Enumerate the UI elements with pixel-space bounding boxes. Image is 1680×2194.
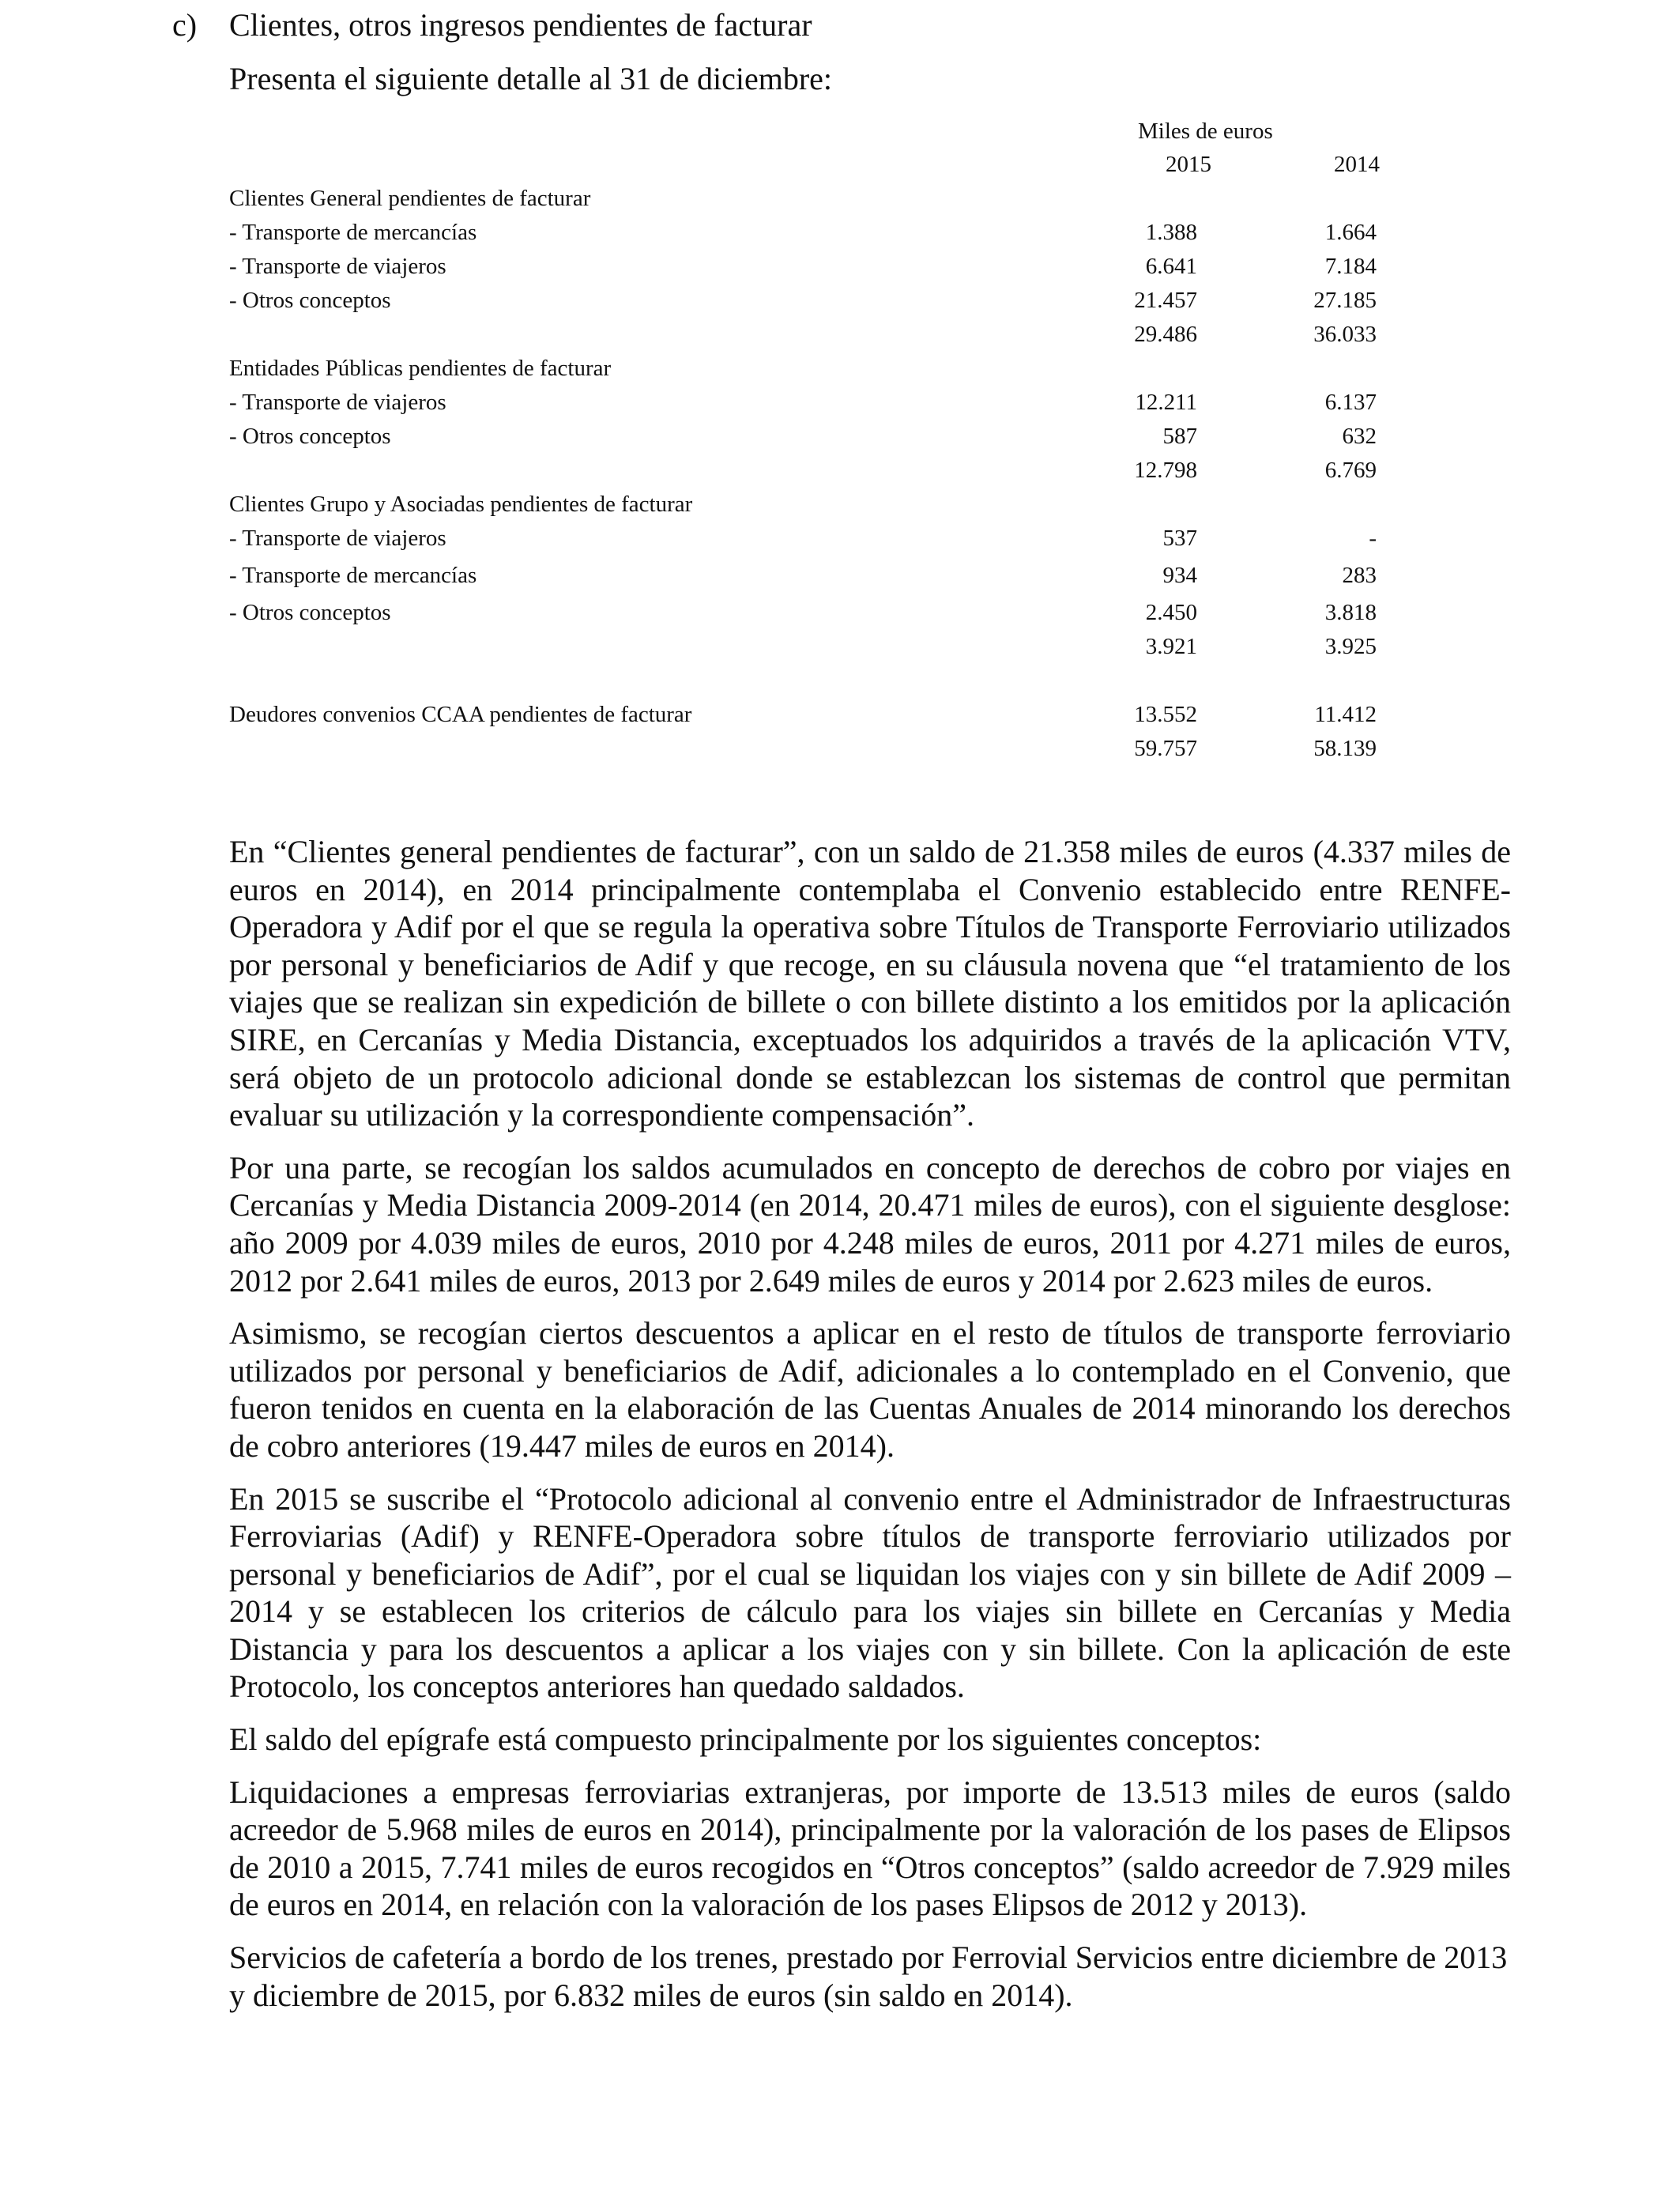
paragraph: Asimismo, se recogían ciertos descuentos a aplicar en el resto de títulos de transporte ferroviario utilizados por personal y beneficiarios de Adif, adicionales a lo contemplado en el Convenio, que fueron tenidos en cuenta en la elaboración de las Cuentas Anuales de 2014 minorando los derechos de cobro anteriores (19.447 miles de euros en 2014). [229, 1315, 1511, 1464]
value-2014: 3.818 [1324, 600, 1377, 625]
value-2015: 934 [1162, 563, 1197, 588]
value-2015: 21.457 [1134, 288, 1197, 313]
paragraph: Por una parte, se recogían los saldos acumulados en concepto de derechos de cobro por viajes en Cercanías y Media Distancia 2009-2014 (en 2014, 20.471 miles de euros), con el siguiente desglose: año 2009 por 4.039 miles de euros, 2010 por 4.248 miles de euros, 2011 por 4.271 miles de euros, 2012 por 2.641 miles de euros, 2013 por 2.649 miles de euros y 2014 por 2.623 miles de euros. [229, 1149, 1511, 1299]
table-row [229, 285, 1391, 316]
subtotal-2015: 3.921 [1145, 634, 1197, 659]
row-label: - Otros conceptos [229, 288, 391, 313]
table-row [229, 420, 1391, 452]
value-2015: 6.641 [1145, 254, 1197, 279]
value-2014: 7.184 [1324, 254, 1377, 279]
section-title: Clientes, otros ingresos pendientes de facturar [229, 7, 812, 43]
value-2014: 6.137 [1324, 390, 1377, 415]
subtotal-row [229, 454, 1391, 486]
table-row [229, 217, 1391, 248]
value-2014: - [1369, 526, 1377, 551]
row-label: - Transporte de viajeros [229, 390, 446, 415]
row-label: - Transporte de viajeros [229, 526, 446, 551]
total-2015: 59.757 [1134, 736, 1197, 761]
section-title: Entidades Públicas pendientes de facturar [229, 356, 612, 381]
subtotal-2014: 3.925 [1324, 634, 1377, 659]
table-year-row [229, 149, 1391, 180]
subtotal-2014: 6.769 [1324, 458, 1377, 483]
total-row [229, 733, 1391, 764]
table-row [229, 597, 1391, 628]
body-text [229, 833, 1511, 2029]
table-unit-row [229, 115, 1391, 147]
value-2015: 1.388 [1145, 220, 1197, 245]
subtotal-2015: 29.486 [1134, 322, 1197, 347]
subtotal-row [229, 631, 1391, 662]
value-2015: 537 [1162, 526, 1197, 551]
section-label: c) [172, 7, 198, 43]
paragraph: Servicios de cafetería a bordo de los trenes, prestado por Ferrovial Servicios entre diciembre de 2013 y diciembre de 2015, por 6.832 miles de euros (sin saldo en 2014). [229, 1940, 1508, 2013]
value-2015: 587 [1162, 424, 1197, 449]
subtotal-row [229, 319, 1391, 350]
total-2014: 58.139 [1313, 736, 1377, 761]
paragraph: Liquidaciones a empresas ferroviarias extranjeras, por importe de 13.513 miles de euros (saldo acreedor de 5.968 miles de euros en 2014), principalmente por la valoración de los pases de Elipsos de 2010 a 2015, 7.741 miles de euros recogidos en “Otros conceptos” (saldo acreedor de 7.929 miles de euros en 2014, en relación con la valoración de los pases Elipsos de 2012 y 2013). [229, 1774, 1511, 1923]
table-row [229, 522, 1391, 554]
value-2014: 27.185 [1313, 288, 1377, 313]
table-row [229, 560, 1391, 591]
year-2015-header: 2015 [1166, 152, 1211, 177]
value-2014: 11.412 [1314, 702, 1377, 727]
value-2015: 2.450 [1145, 600, 1197, 625]
intro-text: Presenta el siguiente detalle al 31 de diciembre: [229, 61, 833, 96]
section-heading [172, 5, 812, 46]
row-label: - Otros conceptos [229, 424, 391, 449]
table-row [229, 386, 1391, 418]
row-label: - Transporte de mercancías [229, 563, 477, 588]
section-title-row [229, 183, 1391, 214]
unit-label: Miles de euros [1138, 119, 1273, 144]
section-title-row [229, 488, 1391, 520]
paragraph: El saldo del epígrafe está compuesto principalmente por los siguientes conceptos: [229, 1721, 1262, 1758]
paragraph: En 2015 se suscribe el “Protocolo adicional al convenio entre el Administrador de Infraestructuras Ferroviarias (Adif) y RENFE-Operadora sobre títulos de transporte ferroviario utilizados por personal y beneficiarios de Adif”, por el cual se liquidan los viajes con y sin billete de Adif 2009 – 2014 y se establecen los criterios de cálculo para los viajes sin billete en Cercanías y Media Distancia y para los descuentos a aplicar a los viajes con y sin billete. Con la aplicación de este Protocolo, los conceptos anteriores han quedado saldados. [229, 1480, 1511, 1705]
row-label: - Transporte de mercancías [229, 220, 477, 245]
section-title-row [229, 352, 1391, 384]
value-2015: 13.552 [1134, 702, 1197, 727]
year-2014-header: 2014 [1334, 152, 1380, 177]
value-2014: 283 [1342, 563, 1377, 588]
row-label: - Transporte de viajeros [229, 254, 446, 279]
table-row [229, 251, 1391, 282]
subtotal-2014: 36.033 [1313, 322, 1377, 347]
value-2014: 632 [1342, 424, 1377, 449]
section-title: Clientes General pendientes de facturar [229, 186, 591, 211]
subtotal-2015: 12.798 [1134, 458, 1197, 483]
deudores-row [229, 699, 1391, 730]
section-title: Clientes Grupo y Asociadas pendientes de facturar [229, 492, 693, 517]
value-2015: 12.211 [1135, 390, 1197, 415]
row-label: - Otros conceptos [229, 600, 391, 625]
value-2014: 1.664 [1324, 220, 1377, 245]
paragraph: En “Clientes general pendientes de facturar”, con un saldo de 21.358 miles de euros (4.337 miles de euros en 2014), en 2014 principalmente contemplaba el Convenio establecido entre RENFE-Operadora y Adif por el que se regula la operativa sobre Títulos de Transporte Ferroviario utilizados por personal y beneficiarios de Adif y que recoge, en su cláusula novena que “el tratamiento de los viajes que se realizan sin expedición de billete o con billete distinto a los emitidos por la aplicación SIRE, en Cercanías y Media Distancia, exceptuados los adquiridos a través de la aplicación VTV, será objeto de un protocolo adicional donde se establezcan los sistemas de control que permitan evaluar su utilización y la correspondiente compensación”. [229, 834, 1511, 1133]
row-label: Deudores convenios CCAA pendientes de facturar [229, 702, 692, 727]
